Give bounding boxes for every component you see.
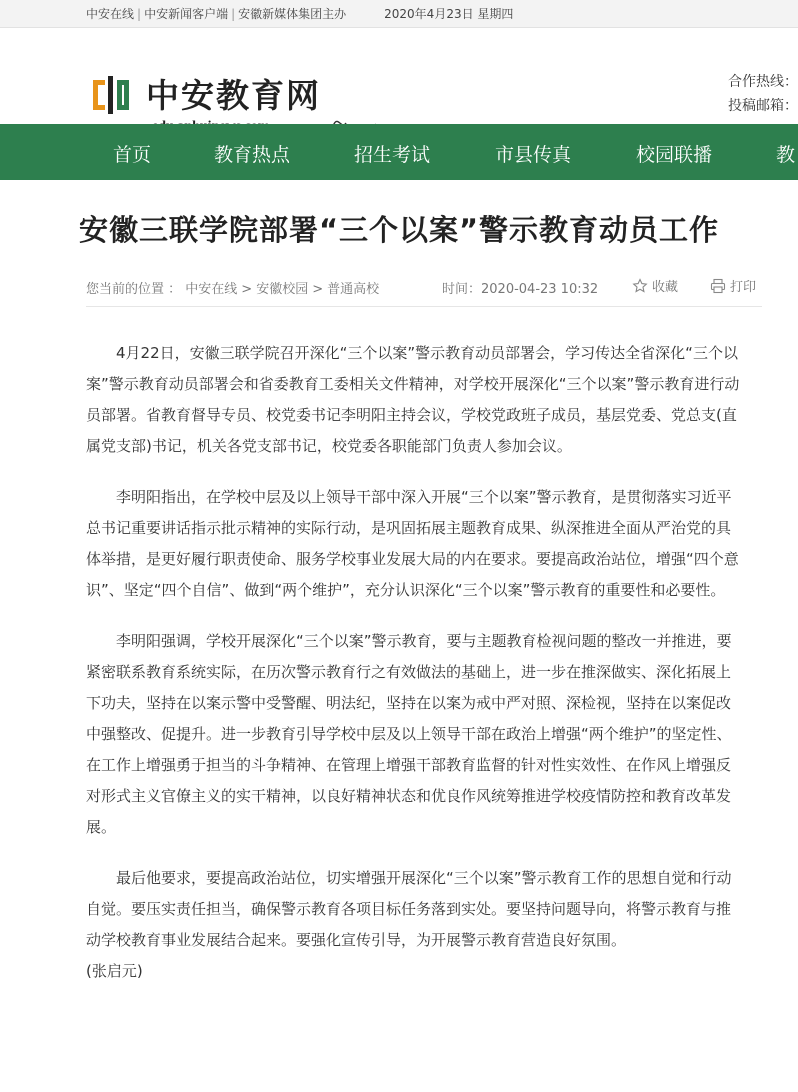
topbar-link-client[interactable]: 中安新闻客户端: [144, 7, 229, 21]
article-paragraph: 李明阳指出，在学校中层及以上领导干部中深入开展“三个以案”警示教育，是贯彻落实习近平总书记重要讲话指示批示精神的实际行动，是巩固拓展主题教育成果、纵深推进全面从严治党的具体举措，是更好履行职责使命、服务学校事业发展大局的内在要求。要提高政治站位，增强“四个意识”、坚定“四个自信”、做到“两个维护”，充分认识深化“三个以案”警示教育的重要性和必要性。: [86, 488, 739, 599]
article-meta: [86, 278, 762, 298]
article-author: (张启元): [86, 962, 143, 980]
contact-hotline: 合作热线：: [728, 74, 798, 90]
nav-item-campus[interactable]: 校园联播: [636, 144, 713, 166]
nav-item-home[interactable]: 首页: [113, 144, 152, 166]
article-title: 安徽三联学院部署“三个以案”警示教育动员工作: [78, 213, 720, 247]
meta-divider: [86, 306, 762, 307]
site-name[interactable]: 中安教育网: [146, 76, 321, 115]
nav-item-education-hotspots[interactable]: 教育热点: [214, 144, 291, 166]
print-label: 打印: [730, 280, 757, 295]
contact-info: [728, 70, 798, 118]
breadcrumb: 您当前的位置 ： 中安在线 > 安徽校园 > 普通高校: [86, 282, 380, 297]
nav-item-truncated[interactable]: 教: [776, 144, 796, 166]
nav-item-county-news[interactable]: 市县传真: [495, 144, 572, 166]
article-paragraph: 4月22日，安徽三联学院召开深化“三个以案”警示教育动员部署会，学习传达全省深化“三个以案”警示教育动员部署会和省委教育工委相关文件精神，对学校开展深化“三个以案”警示教育进行动员部署。省教育督导专员、校党委书记李明阳主持会议，学校党政班子成员，基层党委、党总支(直属党支部)书记，机关各党支部书记，校党委各职能部门负责人参加会议。: [86, 344, 740, 455]
printer-icon: [710, 278, 726, 294]
site-header: [0, 28, 798, 124]
favorite-label: 收藏: [652, 280, 679, 295]
topbar-link-zhongan[interactable]: 中安在线: [86, 7, 135, 21]
article-body: [86, 338, 744, 1007]
favorite-button[interactable]: [632, 276, 678, 295]
topbar-date: 2020年4月23日 星期四: [384, 7, 514, 21]
article-paragraph: 李明阳强调，学校开展深化“三个以案”警示教育，要与主题教育检视问题的整改一并推进，要紧密联系教育系统实际，在历次警示教育行之有效做法的基础上，进一步在推深做实、深化拓展上下功夫，坚持在以案示警中受警醒、明法纪，坚持在以案为戒中严对照、深检视，坚持在以案促改中强整改、促提升。进一步教育引导学校中层及以上领导干部在政治上增强“两个维护”的坚定性、在工作上增强勇于担当的斗争精神、在管理上增强干部教育监督的针对性实效性、在作风上增强反对形式主义官僚主义的实干精神，以良好精神状态和优良作风统筹推进学校疫情防控和教育改革发展。: [86, 632, 732, 836]
contact-email: 投稿邮箱：: [728, 98, 798, 114]
star-icon: [632, 278, 648, 294]
main-nav: [0, 124, 798, 180]
breadcrumb-item[interactable]: 中安在线: [185, 282, 238, 297]
article-paragraph: 最后他要求，要提高政治站位，切实增强开展深化“三个以案”警示教育工作的思想自觉和行动自觉。要压实责任担当，确保警示教育各项目标任务落到实处。要坚持问题导向，将警示教育与推动学校教育事业发展结合起来。要强化宣传引导，为开展警示教育营造良好氛围。: [86, 869, 732, 949]
print-button[interactable]: [710, 276, 756, 295]
publish-time: 时间：2020-04-23 10:32: [442, 282, 599, 297]
breadcrumb-item[interactable]: 安徽校园: [256, 282, 309, 297]
top-bar: 中安在线 | 中安新闻客户端 | 安徽新媒体集团主办 2020年4月23日 星期四: [0, 0, 798, 28]
topbar-link-host[interactable]: 安徽新媒体集团主办: [238, 7, 347, 21]
breadcrumb-item[interactable]: 普通高校: [327, 282, 380, 297]
breadcrumb-label: 您当前的位置 ：: [86, 282, 182, 297]
site-logo-icon[interactable]: [92, 76, 130, 114]
nav-item-admissions[interactable]: 招生考试: [354, 144, 431, 166]
